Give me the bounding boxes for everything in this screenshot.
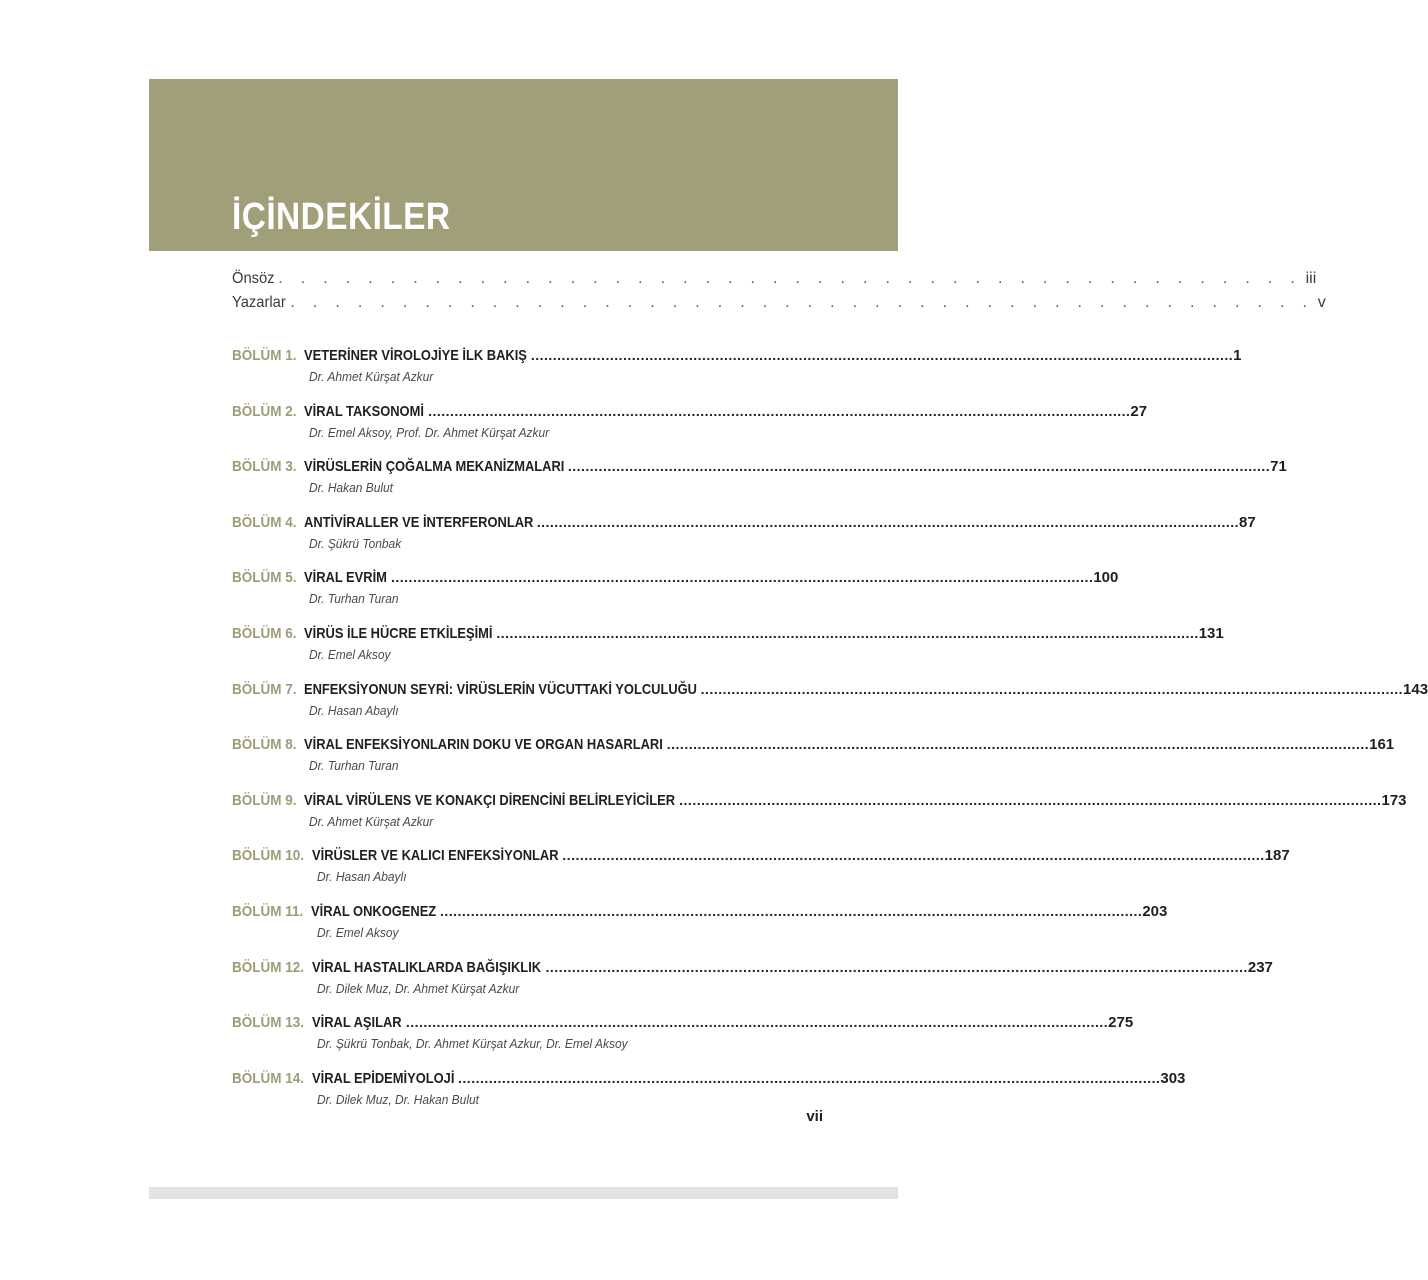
chapter-entry[interactable] (232, 569, 1119, 615)
bottom-band (149, 1187, 898, 1199)
chapter-number: BÖLÜM 12. (232, 958, 305, 976)
chapter-authors: Dr. Emel Aksoy, Prof. Dr. Ahmet Kürşat Azkur (309, 424, 550, 440)
chapter-number-wrap (232, 1070, 312, 1087)
leader-dots: ................................................................................................................................................................ (428, 402, 1131, 419)
chapter-entry[interactable] (232, 958, 1273, 1005)
chapter-authors: Dr. Emel Aksoy (317, 925, 399, 940)
chapter-title: VİRÜSLER VE KALICI ENFEKSİYONLAR (312, 847, 559, 865)
leader-dots: ................................................................................................................................................................ (666, 736, 1370, 753)
chapter-page: 237 (1247, 958, 1273, 976)
chapter-title: VİRAL TAKSONOMİ (303, 402, 424, 420)
chapter-line (232, 1014, 1134, 1036)
chapter-line (232, 903, 1168, 925)
chapter-authors: Dr. Emel Aksoy (309, 647, 391, 662)
chapter-title: VİRAL VİRÜLENS VE KONAKÇI DİRENCİNİ BELİRLEYİCİLER (303, 791, 675, 809)
chapter-title: VİRAL ONKOGENEZ (311, 903, 437, 920)
chapter-number: BÖLÜM 5. (232, 569, 297, 587)
front-matter-row-preface[interactable] (232, 270, 1317, 292)
chapter-entry[interactable] (232, 1014, 1134, 1060)
chapter-page: 203 (1142, 903, 1168, 920)
chapter-line (232, 958, 1273, 981)
leader-dots: ................................................................................................................................................................ (496, 625, 1199, 641)
chapter-page: 1 (1233, 347, 1242, 364)
chapter-entry[interactable] (232, 903, 1168, 949)
chapter-number-wrap (232, 959, 312, 976)
chapter-title: ENFEKSİYONUN SEYRİ: VİRÜSLERİN VÜCUTTAKİ YOLCULUĞU (303, 680, 697, 698)
chapter-number-wrap (232, 847, 312, 864)
chapter-entry[interactable] (232, 680, 1428, 727)
chapter-entry[interactable] (232, 791, 1407, 838)
chapter-line (232, 347, 1242, 369)
chapter-title: VİRAL ENFEKSİYONLARIN DOKU VE ORGAN HASARLARI (303, 736, 663, 754)
leader-dots: ................................................................................................................................................................ (536, 513, 1240, 530)
chapter-authors: Dr. Şükrü Tonbak (309, 535, 402, 551)
chapter-line (232, 847, 1290, 869)
front-matter-label: Yazarlar (232, 294, 286, 311)
chapter-authors: Dr. Turhan Turan (309, 758, 399, 774)
chapter-page: 71 (1270, 458, 1287, 476)
chapter-line (232, 736, 1395, 758)
chapter-authors: Dr. Şükrü Tonbak, Dr. Ahmet Kürşat Azkur, Dr. Emel Aksoy (317, 1036, 628, 1052)
leader-dots: ................................................................................................................................................................ (391, 569, 1094, 586)
chapter-title: VETERİNER VİROLOJİYE İLK BAKIŞ (303, 347, 527, 364)
page-title: İÇİNDEKİLER (232, 196, 451, 238)
leader-dots: ................................................................................................................................................................ (545, 958, 1248, 975)
chapter-authors: Dr. Dilek Muz, Dr. Ahmet Kürşat Azkur (317, 980, 520, 996)
page-number: vii (806, 1108, 823, 1125)
chapter-number: BÖLÜM 7. (232, 680, 297, 698)
chapter-number-wrap (232, 1014, 312, 1031)
chapter-entry[interactable] (232, 1069, 1186, 1116)
chapter-number-wrap (232, 347, 304, 364)
chapter-entry[interactable] (232, 736, 1395, 782)
chapter-authors: Dr. Turhan Turan (309, 591, 399, 607)
leader-dots: ................................................................................................................................................................ (530, 347, 1234, 363)
leader-dots: ................................................................................................................................................................ (458, 1069, 1161, 1086)
chapter-authors: Dr. Dilek Muz, Dr. Hakan Bulut (317, 1091, 479, 1107)
chapter-number: BÖLÜM 6. (232, 625, 297, 642)
leader-dots: ................................................................................................................................................................ (567, 458, 1271, 475)
header-band (149, 79, 898, 251)
chapter-authors: Dr. Ahmet Kürşat Azkur (309, 369, 434, 384)
chapter-number-wrap (232, 458, 304, 475)
chapter-title: VİRÜSLERİN ÇOĞALMA MEKANİZMALARI (303, 458, 565, 476)
leader-dots: ................................................................................................................................................................ (700, 680, 1404, 697)
leader-dots: ................................................................................................................................................................ (439, 903, 1143, 919)
chapter-authors: Dr. Hakan Bulut (309, 480, 393, 496)
chapter-page: 143 (1403, 680, 1428, 698)
chapter-page: 131 (1198, 625, 1224, 642)
chapter-entry[interactable] (232, 402, 1148, 449)
chapter-number-wrap (232, 736, 304, 753)
chapter-number: BÖLÜM 10. (232, 847, 305, 865)
chapter-number: BÖLÜM 14. (232, 1069, 305, 1087)
chapter-entry[interactable] (232, 847, 1290, 893)
chapter-page: 100 (1093, 569, 1119, 587)
chapter-line (232, 513, 1256, 536)
chapter-page: 173 (1381, 791, 1407, 809)
chapter-number: BÖLÜM 13. (232, 1014, 305, 1032)
chapter-line (232, 569, 1119, 591)
chapter-line (232, 458, 1287, 480)
chapter-entry[interactable] (232, 625, 1224, 671)
chapter-page: 303 (1160, 1069, 1186, 1087)
chapter-line (232, 1069, 1186, 1092)
front-matter-label: Önsöz (232, 270, 275, 287)
chapter-number: BÖLÜM 4. (232, 513, 297, 531)
chapter-number-wrap (232, 792, 304, 809)
chapter-page: 161 (1369, 736, 1395, 754)
chapter-authors: Dr. Hasan Abaylı (317, 869, 407, 885)
leader-dots: . . . . . . . . . . . . . . . . . . . . . . . . . . . . . . . . . . . . . . . . . . . . . . (290, 294, 1314, 311)
chapter-number-wrap (232, 514, 304, 531)
chapter-title: ANTİVİRALLER VE İNTERFERONLAR (303, 513, 534, 531)
chapter-entry[interactable] (232, 458, 1287, 504)
chapter-line (232, 625, 1224, 647)
chapter-number: BÖLÜM 8. (232, 736, 297, 754)
chapter-number-wrap (232, 903, 311, 920)
chapter-title: VİRAL EPİDEMİYOLOJİ (312, 1069, 455, 1087)
chapter-title: VİRAL HASTALIKLARDA BAĞIŞIKLIK (312, 958, 542, 976)
front-matter-row-authors[interactable] (232, 294, 1326, 316)
chapter-number: BÖLÜM 1. (232, 347, 297, 364)
chapter-number: BÖLÜM 9. (232, 791, 297, 809)
chapter-page: 187 (1264, 847, 1290, 865)
chapter-number: BÖLÜM 3. (232, 458, 297, 476)
chapter-authors: Dr. Ahmet Kürşat Azkur (309, 813, 434, 829)
chapter-title: VİRAL AŞILAR (312, 1014, 402, 1032)
front-matter-page: v (1317, 294, 1326, 311)
leader-dots: ................................................................................................................................................................ (562, 847, 1265, 864)
chapter-title: VİRÜS İLE HÜCRE ETKİLEŞİMİ (303, 625, 493, 642)
chapter-line (232, 402, 1148, 425)
chapter-page: 87 (1239, 513, 1256, 531)
chapter-number: BÖLÜM 2. (232, 402, 297, 420)
chapter-authors: Dr. Hasan Abaylı (309, 702, 399, 718)
chapter-page: 275 (1108, 1014, 1134, 1032)
leader-dots: . . . . . . . . . . . . . . . . . . . . . . . . . . . . . . . . . . . . . . . . . . . . . . (278, 270, 1302, 287)
leader-dots: ................................................................................................................................................................ (405, 1014, 1109, 1031)
front-matter-page: iii (1305, 270, 1317, 287)
chapter-number-wrap (232, 569, 304, 586)
chapter-number-wrap (232, 625, 304, 642)
chapter-page: 27 (1130, 402, 1148, 420)
book-page (149, 79, 1428, 1199)
chapter-entry[interactable] (232, 513, 1256, 560)
leader-dots: ................................................................................................................................................................ (679, 791, 1382, 808)
chapter-line (232, 791, 1407, 814)
chapter-number: BÖLÜM 11. (232, 903, 304, 920)
chapter-line (232, 680, 1428, 703)
chapter-title: VİRAL EVRİM (303, 569, 387, 587)
chapter-number-wrap (232, 681, 304, 698)
chapter-entry[interactable] (232, 347, 1242, 393)
chapter-number-wrap (232, 403, 304, 420)
